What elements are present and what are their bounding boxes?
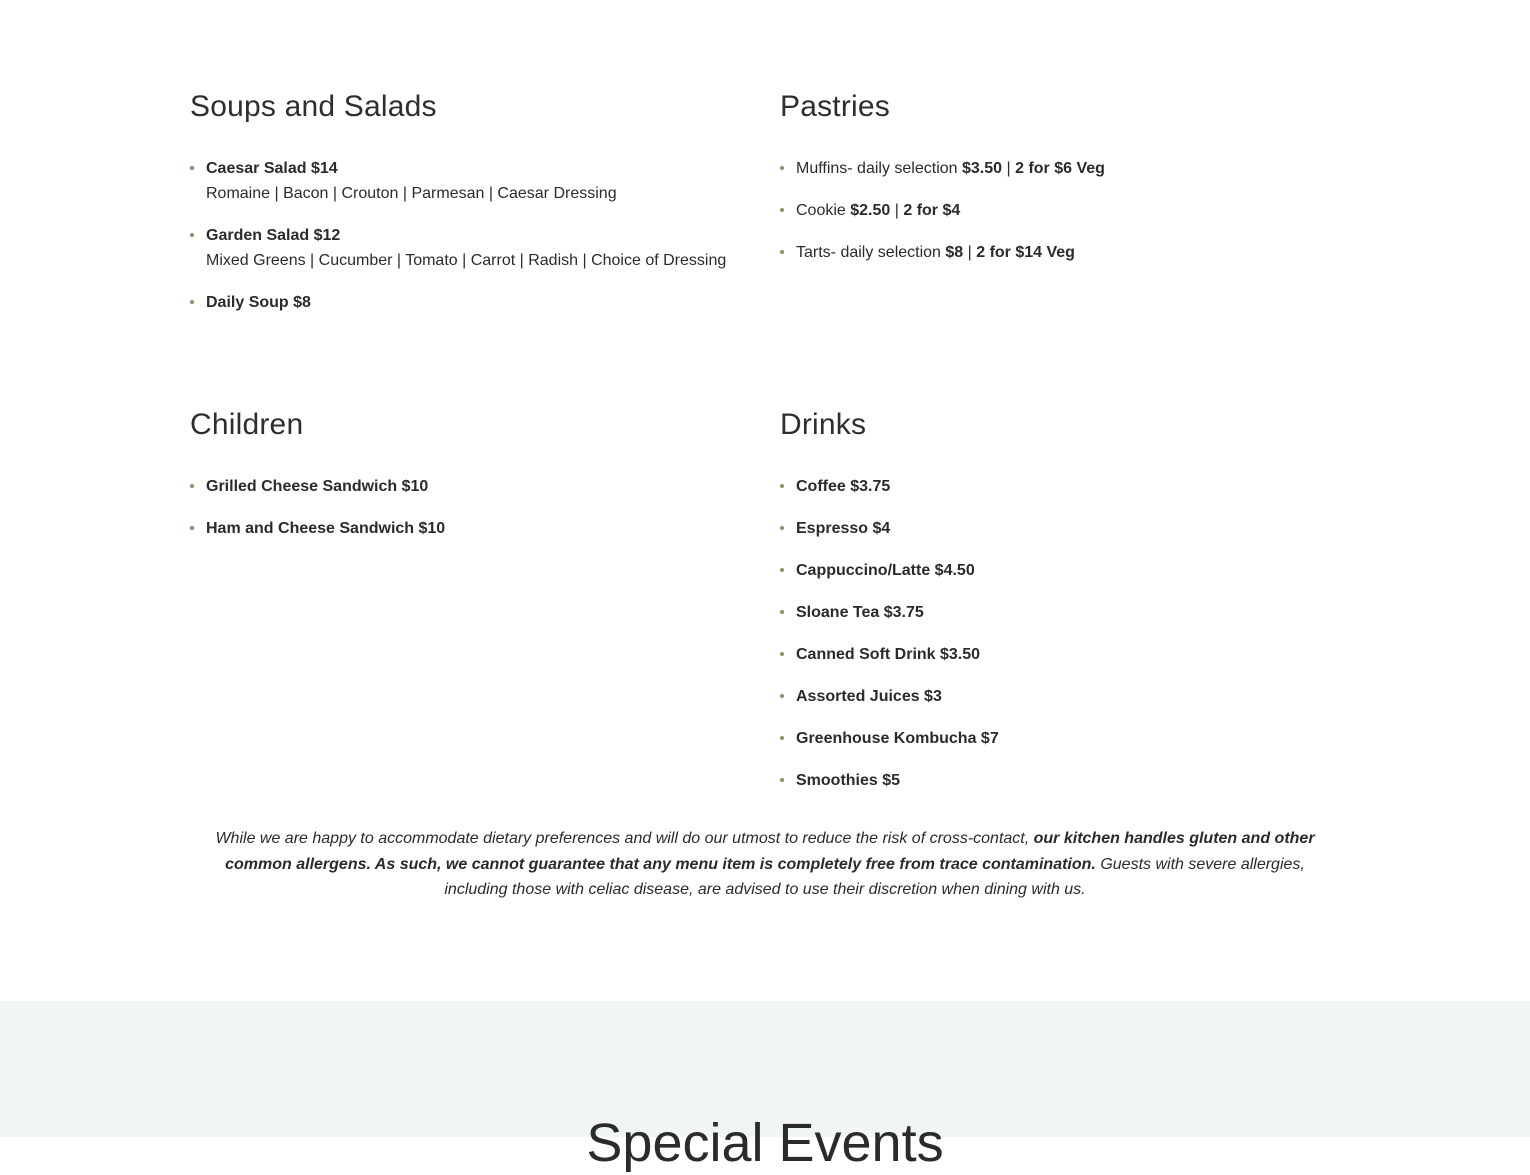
- notice-text-emphasis: our kitchen handles gluten and other common allergens. As such, we cannot guarantee that any menu item is completely free from trace contamination.: [225, 830, 1315, 873]
- menu-item: [780, 516, 1340, 541]
- special-events-heading: Special Events: [586, 1113, 944, 1173]
- menu-item: [780, 726, 1340, 751]
- menu-item: [190, 156, 750, 206]
- bullet-icon: [780, 778, 784, 782]
- item-name: Espresso $4: [796, 520, 891, 537]
- item-name: Grilled Cheese Sandwich $10: [206, 478, 429, 495]
- pastries-heading: Pastries: [780, 90, 890, 123]
- menu-item: [780, 600, 1340, 625]
- menu-item: [780, 198, 1340, 223]
- item-label: Muffins- daily selection: [796, 160, 962, 177]
- item-name: Garden Salad $12: [206, 227, 341, 244]
- bullet-icon: [780, 694, 784, 698]
- bullet-icon: [190, 233, 194, 237]
- item-name: Coffee $3.75: [796, 478, 891, 495]
- item-name: Canned Soft Drink $3.50: [796, 646, 981, 663]
- item-label: Cookie: [796, 202, 851, 219]
- menu-item: [780, 684, 1340, 709]
- separator: |: [1002, 160, 1016, 177]
- item-price: $3.50: [962, 160, 1003, 177]
- menu-item: [780, 474, 1340, 499]
- separator: |: [963, 244, 977, 261]
- soups-salads-heading: Soups and Salads: [190, 90, 437, 123]
- menu-item: [780, 156, 1340, 181]
- menu-item: [780, 768, 1340, 793]
- menu-item: [190, 223, 750, 273]
- item-name: Daily Soup $8: [206, 294, 311, 311]
- menu-item: [190, 474, 750, 499]
- bullet-icon: [780, 568, 784, 572]
- item-name: Ham and Cheese Sandwich $10: [206, 520, 446, 537]
- drinks-list: [780, 474, 1340, 809]
- item-name: Caesar Salad $14: [206, 160, 338, 177]
- item-name: Assorted Juices $3: [796, 688, 942, 705]
- item-price: $2.50: [850, 202, 891, 219]
- item-deal: 2 for $4: [903, 202, 961, 219]
- bullet-icon: [780, 736, 784, 740]
- children-heading: Children: [190, 408, 304, 441]
- item-description: Mixed Greens | Cucumber | Tomato | Carrot | Radish | Choice of Dressing: [206, 252, 727, 269]
- item-name: Cappuccino/Latte $4.50: [796, 562, 975, 579]
- bullet-icon: [780, 526, 784, 530]
- notice-text-advice: Guests with severe allergies, including those with celiac disease, are advised to use their discretion when dining with us.: [444, 855, 1305, 898]
- bullet-icon: [190, 300, 194, 304]
- pastries-list: [780, 156, 1340, 281]
- bullet-icon: [780, 250, 784, 254]
- menu-item: [190, 516, 750, 541]
- special-events-section: [0, 1001, 1530, 1173]
- bullet-icon: [190, 484, 194, 488]
- allergen-notice: [200, 826, 1330, 903]
- bullet-icon: [780, 208, 784, 212]
- item-name: Smoothies $5: [796, 772, 901, 789]
- soups-salads-list: [190, 156, 750, 331]
- menu-item: [780, 642, 1340, 667]
- drinks-heading: Drinks: [780, 408, 867, 441]
- item-name: Sloane Tea $3.75: [796, 604, 924, 621]
- separator: |: [890, 202, 904, 219]
- bullet-icon: [780, 610, 784, 614]
- item-label: Tarts- daily selection: [796, 244, 946, 261]
- menu-item: [780, 240, 1340, 265]
- menu-item: [780, 558, 1340, 583]
- bullet-icon: [780, 484, 784, 488]
- bullet-icon: [190, 166, 194, 170]
- menu-item: [190, 290, 750, 315]
- children-list: [190, 474, 750, 557]
- item-name: Greenhouse Kombucha $7: [796, 730, 999, 747]
- item-price: $8: [945, 244, 964, 261]
- item-deal: 2 for $14 Veg: [976, 244, 1075, 261]
- item-description: Romaine | Bacon | Crouton | Parmesan | Caesar Dressing: [206, 185, 617, 202]
- bullet-icon: [780, 166, 784, 170]
- bullet-icon: [780, 652, 784, 656]
- bullet-icon: [190, 526, 194, 530]
- notice-text-intro: While we are happy to accommodate dietary preferences and will do our utmost to reduce the risk of cross-contact,: [215, 830, 1034, 847]
- item-deal: 2 for $6 Veg: [1015, 160, 1105, 177]
